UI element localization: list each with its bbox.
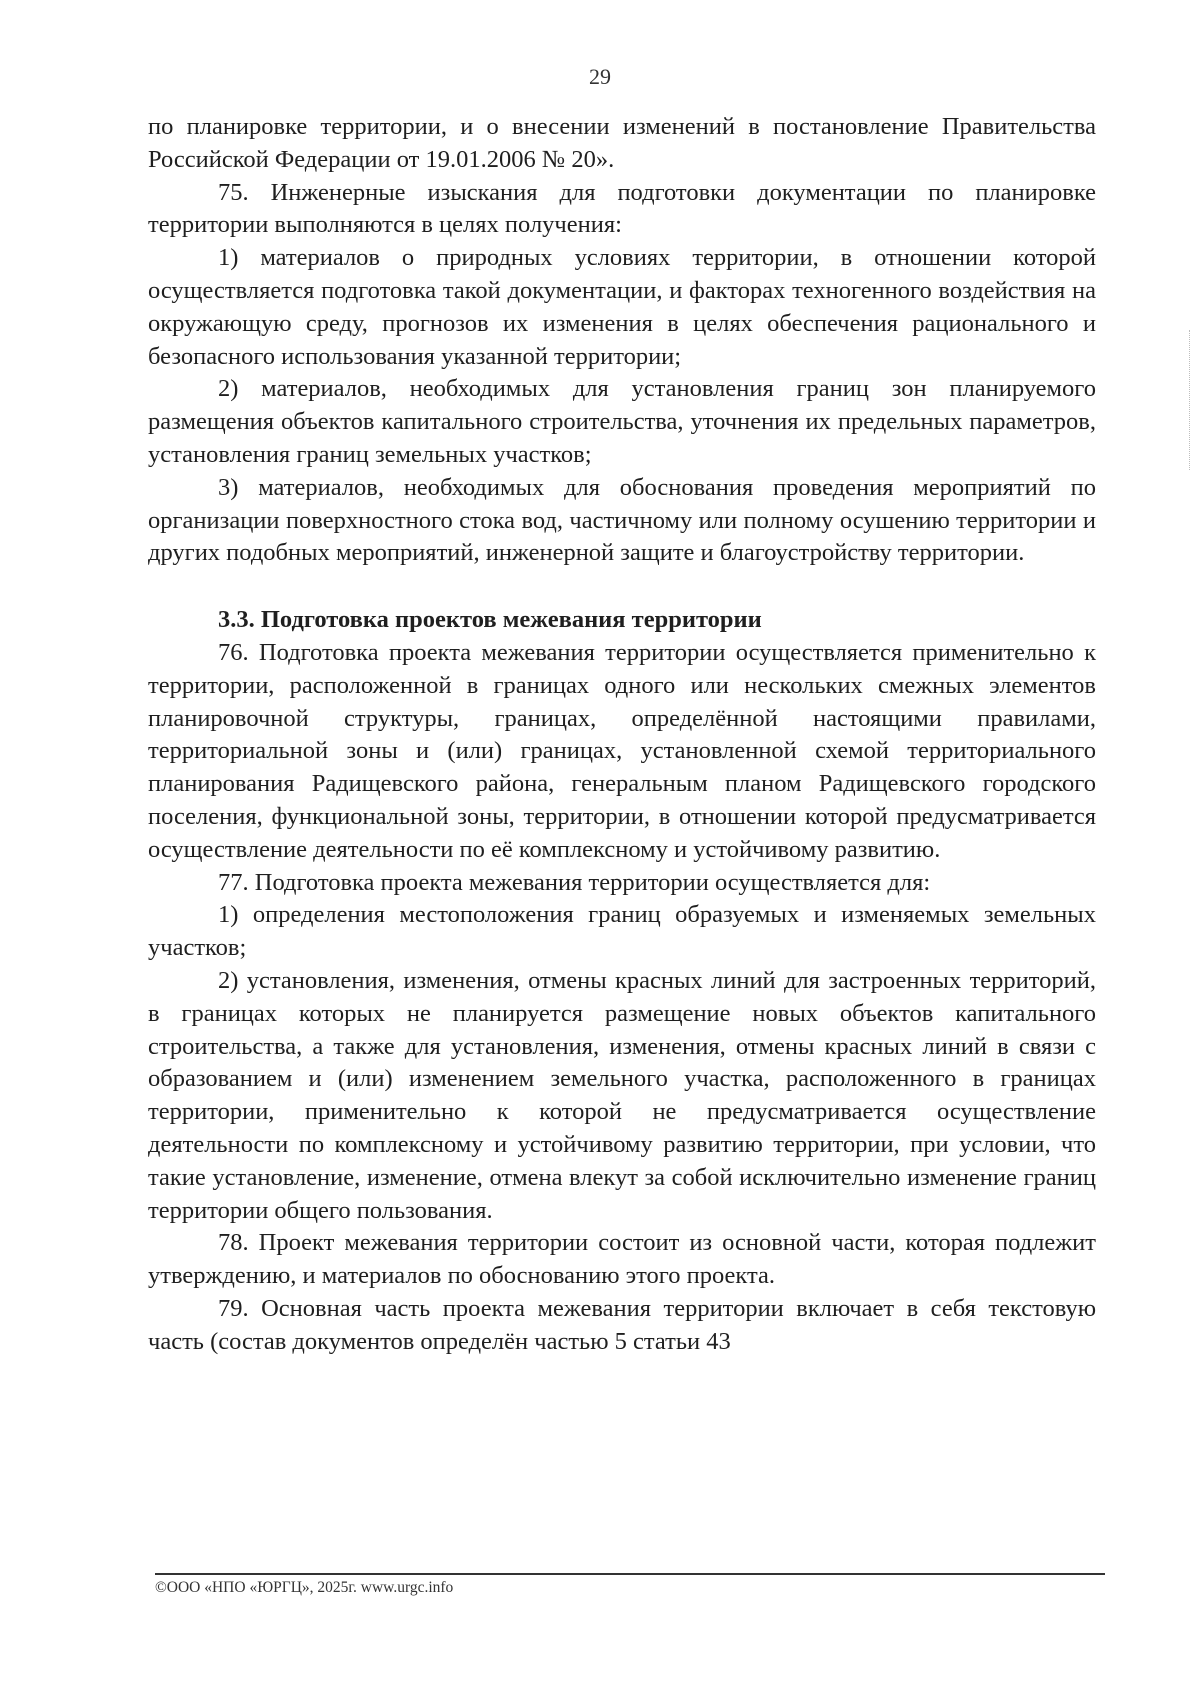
document-body: [148, 111, 1096, 1358]
scan-margin-mark: [1187, 330, 1190, 470]
footer-divider: [155, 1573, 1105, 1575]
paragraph-continuation: по планировке территории, и о внесении изменений в постановление Правительства Российской Федерации от 19.01.2006 № 20».: [148, 113, 1096, 173]
paragraph-76: 76. Подготовка проекта межевания территории осуществляется применительно к территории, расположенной в границах одного или нескольких смежных элементов планировочной структуры, границах, определённой настоящими правилами, территориальной зоны и (или) границах, установленной схемой территориального планирования Радищевского района, генеральным планом Радищевского городского поселения, функциональной зоны, территории, в отношении которой предусматривается осуществление деятельности по её комплексному и устойчивому развитию.: [148, 638, 1096, 863]
list-item-77-2: 2) установления, изменения, отмены красных линий для застроенных территорий, в границах которых не планируется размещение новых объектов капитального строительства, а также для установления, изменения, отмены красных линий в связи с образованием и (или) изменением земельного участка, расположенного в границах территории, применительно к которой не предусматривается осуществление деятельности по комплексному и устойчивому развитию территории, при условии, что такие установление, изменение, отмена влекут за собой исключительно изменение границ территории общего пользования.: [148, 966, 1096, 1224]
list-item-75-3: 3) материалов, необходимых для обоснования проведения мероприятий по организации поверхностного стока вод, частичному или полному осушению территории и других подобных мероприятий, инженерной защите и благоустройству территории.: [148, 473, 1096, 567]
paragraph-75: 75. Инженерные изыскания для подготовки документации по планировке территории выполняются в целях получения:: [148, 178, 1096, 239]
list-item-75-1: 1) материалов о природных условиях территории, в отношении которой осуществляется подготовка такой документации, и факторах техногенного воздействия на окружающую среду, прогнозов их изменения в целях обеспечения рационального и безопасного использования указанной территории;: [148, 244, 1096, 370]
list-item-75-2: 2) материалов, необходимых для установления границ зон планируемого размещения объектов капитального строительства, уточнения их предельных параметров, установления границ земельных участков;: [148, 375, 1096, 468]
section-heading: 3.3. Подготовка проектов межевания территории: [218, 606, 762, 634]
footer-copyright: ©ООО «НПО «ЮРГЦ», 2025г. www.urgc.info: [155, 1579, 454, 1596]
paragraph-77: 77. Подготовка проекта межевания территории осуществляется для:: [218, 868, 931, 896]
page-number: 29: [589, 64, 611, 89]
paragraph-79: 79. Основная часть проекта межевания территории включает в себя текстовую часть (состав документов определён частью 5 статьи 43: [148, 1294, 1096, 1355]
paragraph-78: 78. Проект межевания территории состоит из основной части, которая подлежит утверждению, и материалов по обоснованию этого проекта.: [148, 1229, 1096, 1290]
list-item-77-1: 1) определения местоположения границ образуемых и изменяемых земельных участков;: [148, 901, 1096, 962]
